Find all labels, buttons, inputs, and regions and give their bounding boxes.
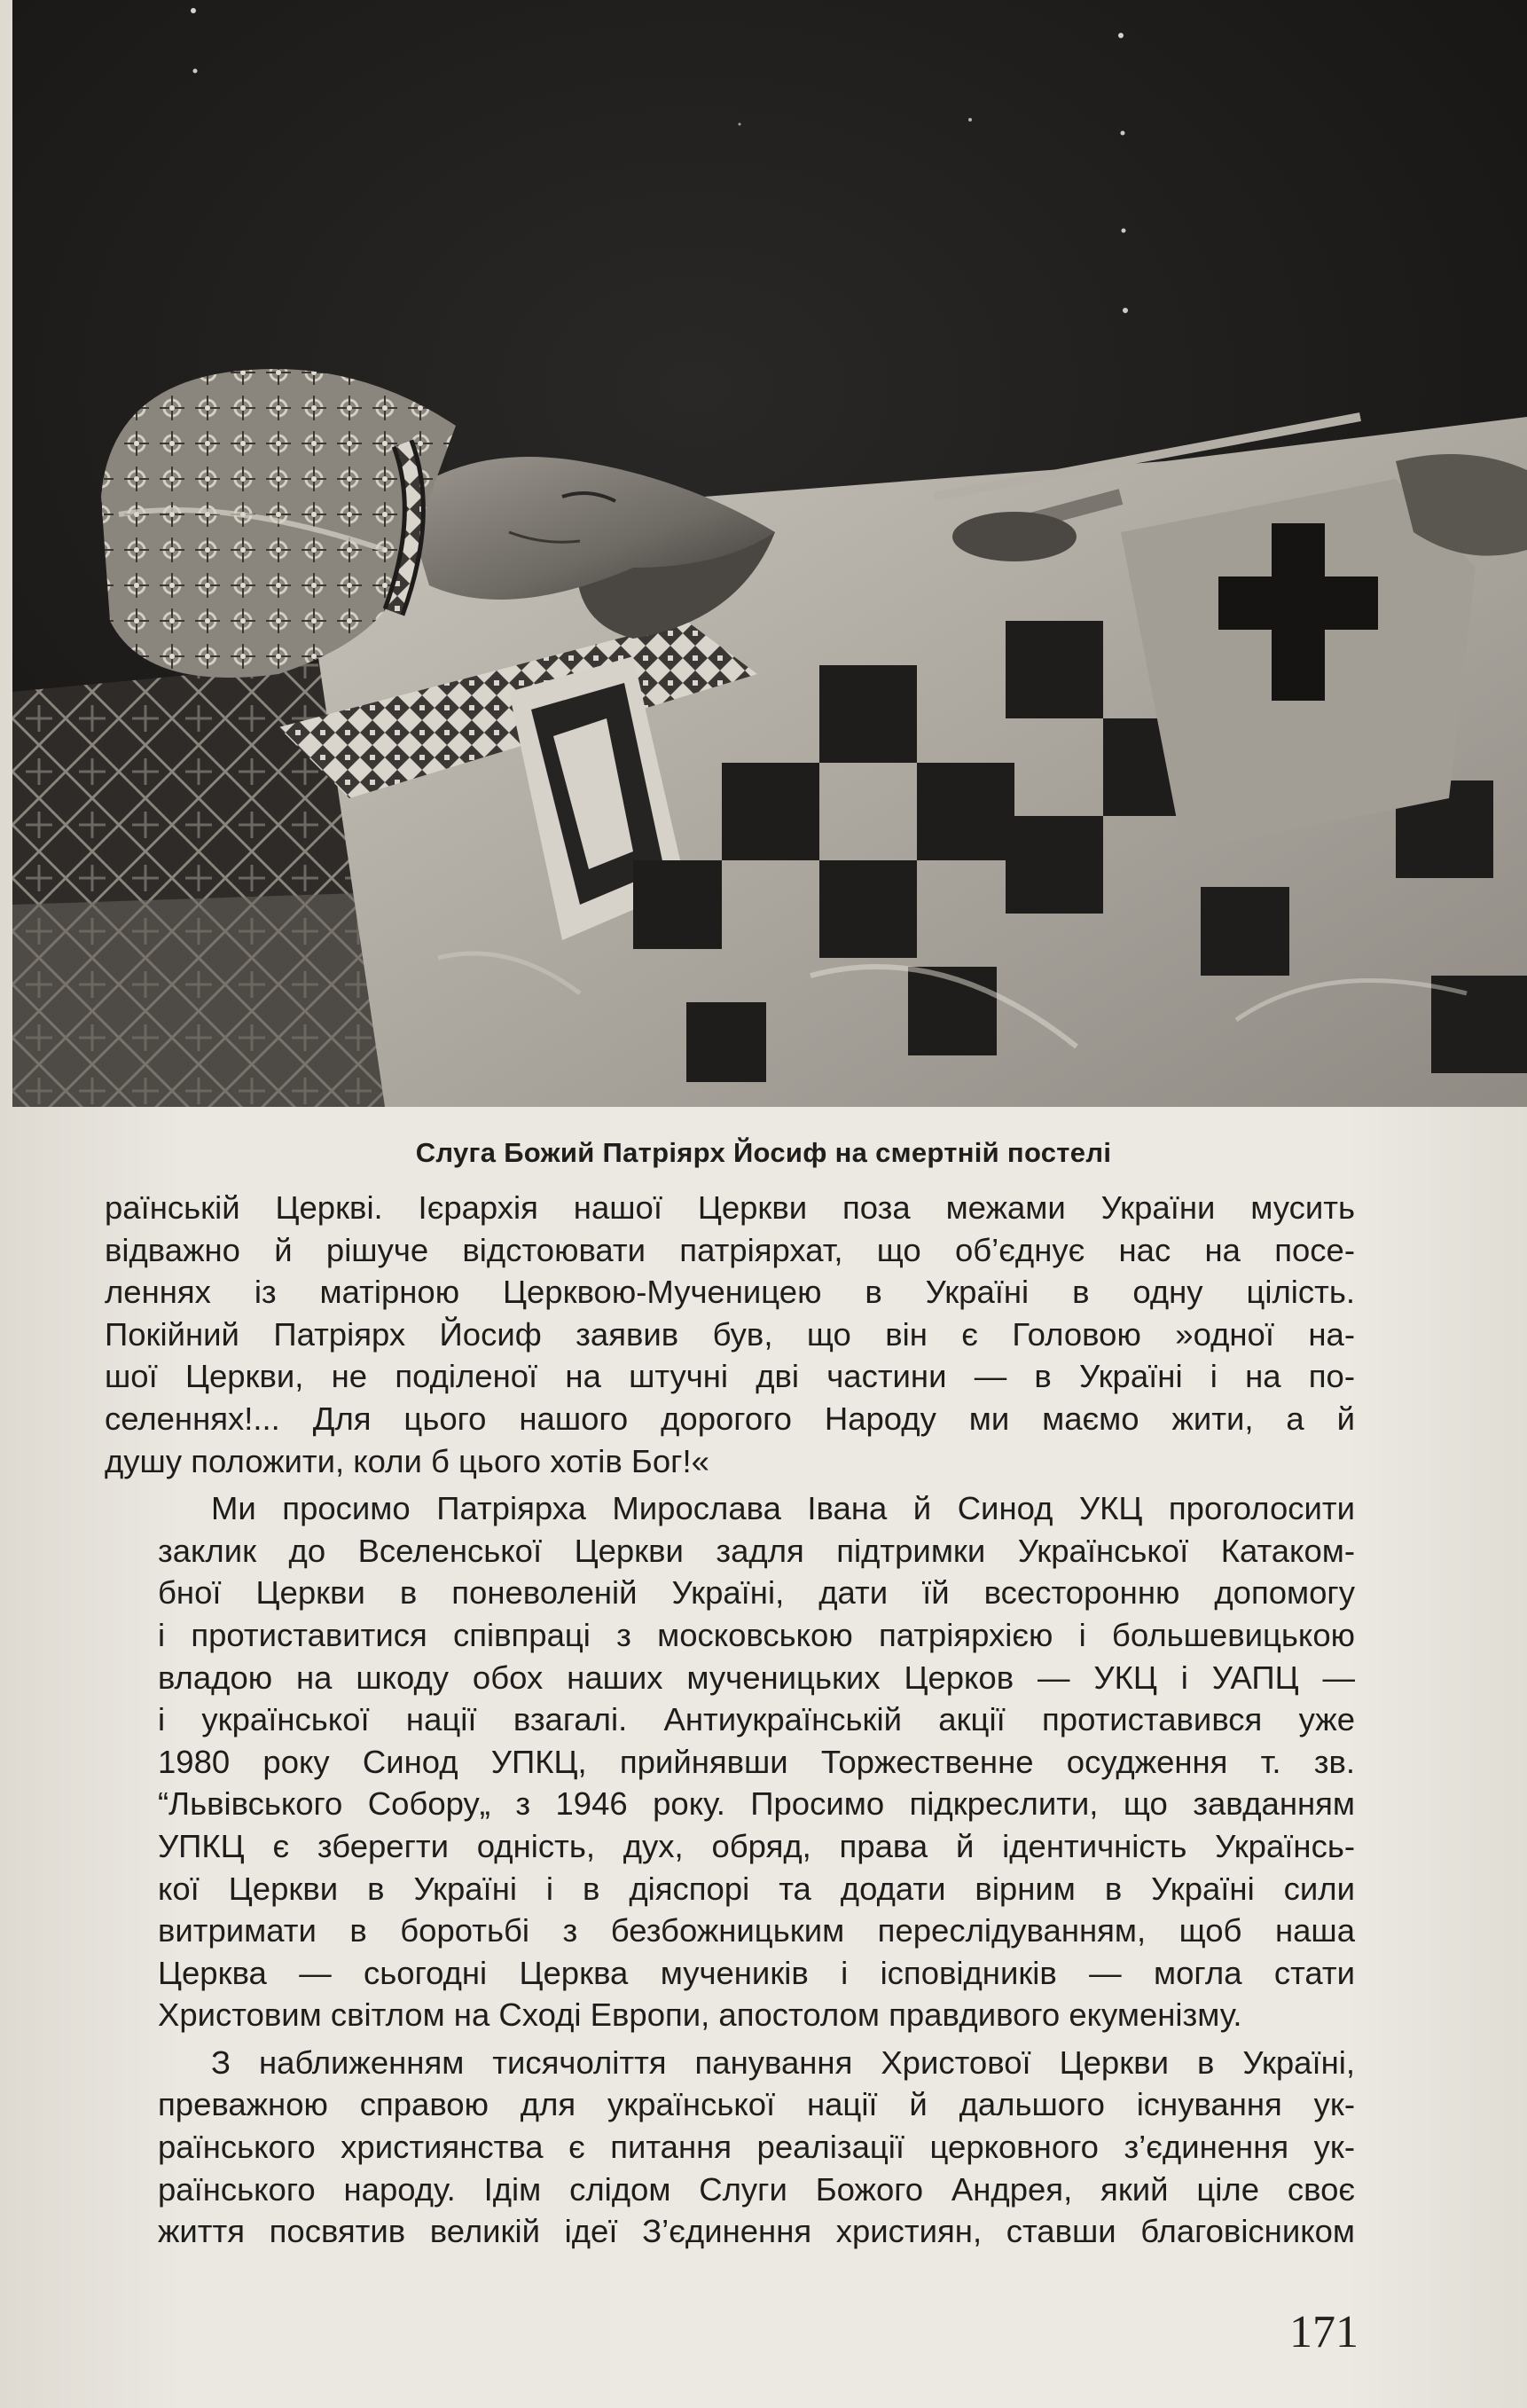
text-line: кої Церкви в Україні і в діяспорі та додати вірним в Україні сили	[158, 1870, 1355, 1907]
text-line: раїнського народу. Ідім слідом Слуги Божого Андрея, який ціле своє	[158, 2170, 1355, 2208]
paragraph-2	[105, 1487, 1355, 2036]
text-line: Ми просимо Патріярха Мирослава Івана й Синод УКЦ проголосити	[211, 1490, 1355, 1527]
paragraph-1	[105, 1187, 1355, 1482]
text-line: леннях із матірною Церквою-Мученицею в Україні в одну цілість.	[105, 1274, 1355, 1311]
text-line: Церква — сьогодні Церква мучеників і ісповідників — могла стати	[158, 1954, 1355, 1991]
text-line: душу положити, коли б цього хотів Бог!«	[105, 1442, 709, 1479]
text-line: УПКЦ є зберегти одність, дух, обряд, права й ідентичність Українсь-	[158, 1827, 1355, 1864]
text-line: З наближенням тисячоліття панування Христової Церкви в Україні,	[211, 2043, 1355, 2081]
text-line: Христовим світлом на Сході Европи, апостолом правдивого екуменізму.	[158, 1996, 1242, 2034]
photo-caption: Слуга Божий Патріярх Йосиф на смертній постелі	[415, 1137, 1112, 1168]
text-line: і української нації взагалі. Антиукраїнській акції протиставився уже	[158, 1701, 1355, 1738]
body-text	[105, 1187, 1355, 2258]
text-line: бної Церкви в поневоленій Україні, дати їй всесторонню допомогу	[158, 1574, 1355, 1612]
text-line: відважно й рішуче відстоювати патріярхат, що об’єднує нас на посе-	[105, 1231, 1355, 1268]
text-line: селеннях!... Для цього нашого дорогого Народу ми маємо жити, а й	[105, 1400, 1355, 1437]
text-line: “Львівського Собору„ з 1946 року. Просимо підкреслити, що завданням	[158, 1785, 1355, 1823]
text-line: заклик до Вселенської Церкви задля підтримки Української Катаком-	[158, 1532, 1355, 1569]
photograph-patriarch-deathbed	[12, 0, 1527, 1107]
text-line: і протиставитися співпраці з московською патріярхією і большевицькою	[158, 1616, 1355, 1653]
text-line: 1980 року Синод УПКЦ, прийнявши Торжественне осудження т. зв.	[158, 1743, 1355, 1780]
text-line: раїнського християнства є питання реалізації церковного з’єдинення ук-	[158, 2129, 1355, 2166]
text-line: владою на шкоду обох наших мученицьких Церков — УКЦ і УАПЦ —	[158, 1659, 1355, 1696]
text-line: шої Церкви, не поділеної на штучні дві частини — в Україні і на по-	[105, 1358, 1355, 1395]
page-number: 171	[1289, 2307, 1359, 2357]
text-line: преважною справою для української нації й дальшого існування ук-	[158, 2086, 1355, 2123]
text-line: витримати в боротьбі з безбожницьким переслідуванням, щоб наша	[158, 1912, 1355, 1949]
text-line: Покійний Патріярх Йосиф заявив був, що він є Головою »одної на-	[105, 1315, 1355, 1353]
text-line: раїнській Церкві. Ієрархія нашої Церкви поза межами України мусить	[105, 1189, 1355, 1226]
paragraph-3	[105, 2042, 1355, 2253]
text-line: життя посвятив великій ідеї З’єдинення християн, ставши благовісником	[158, 2213, 1355, 2250]
